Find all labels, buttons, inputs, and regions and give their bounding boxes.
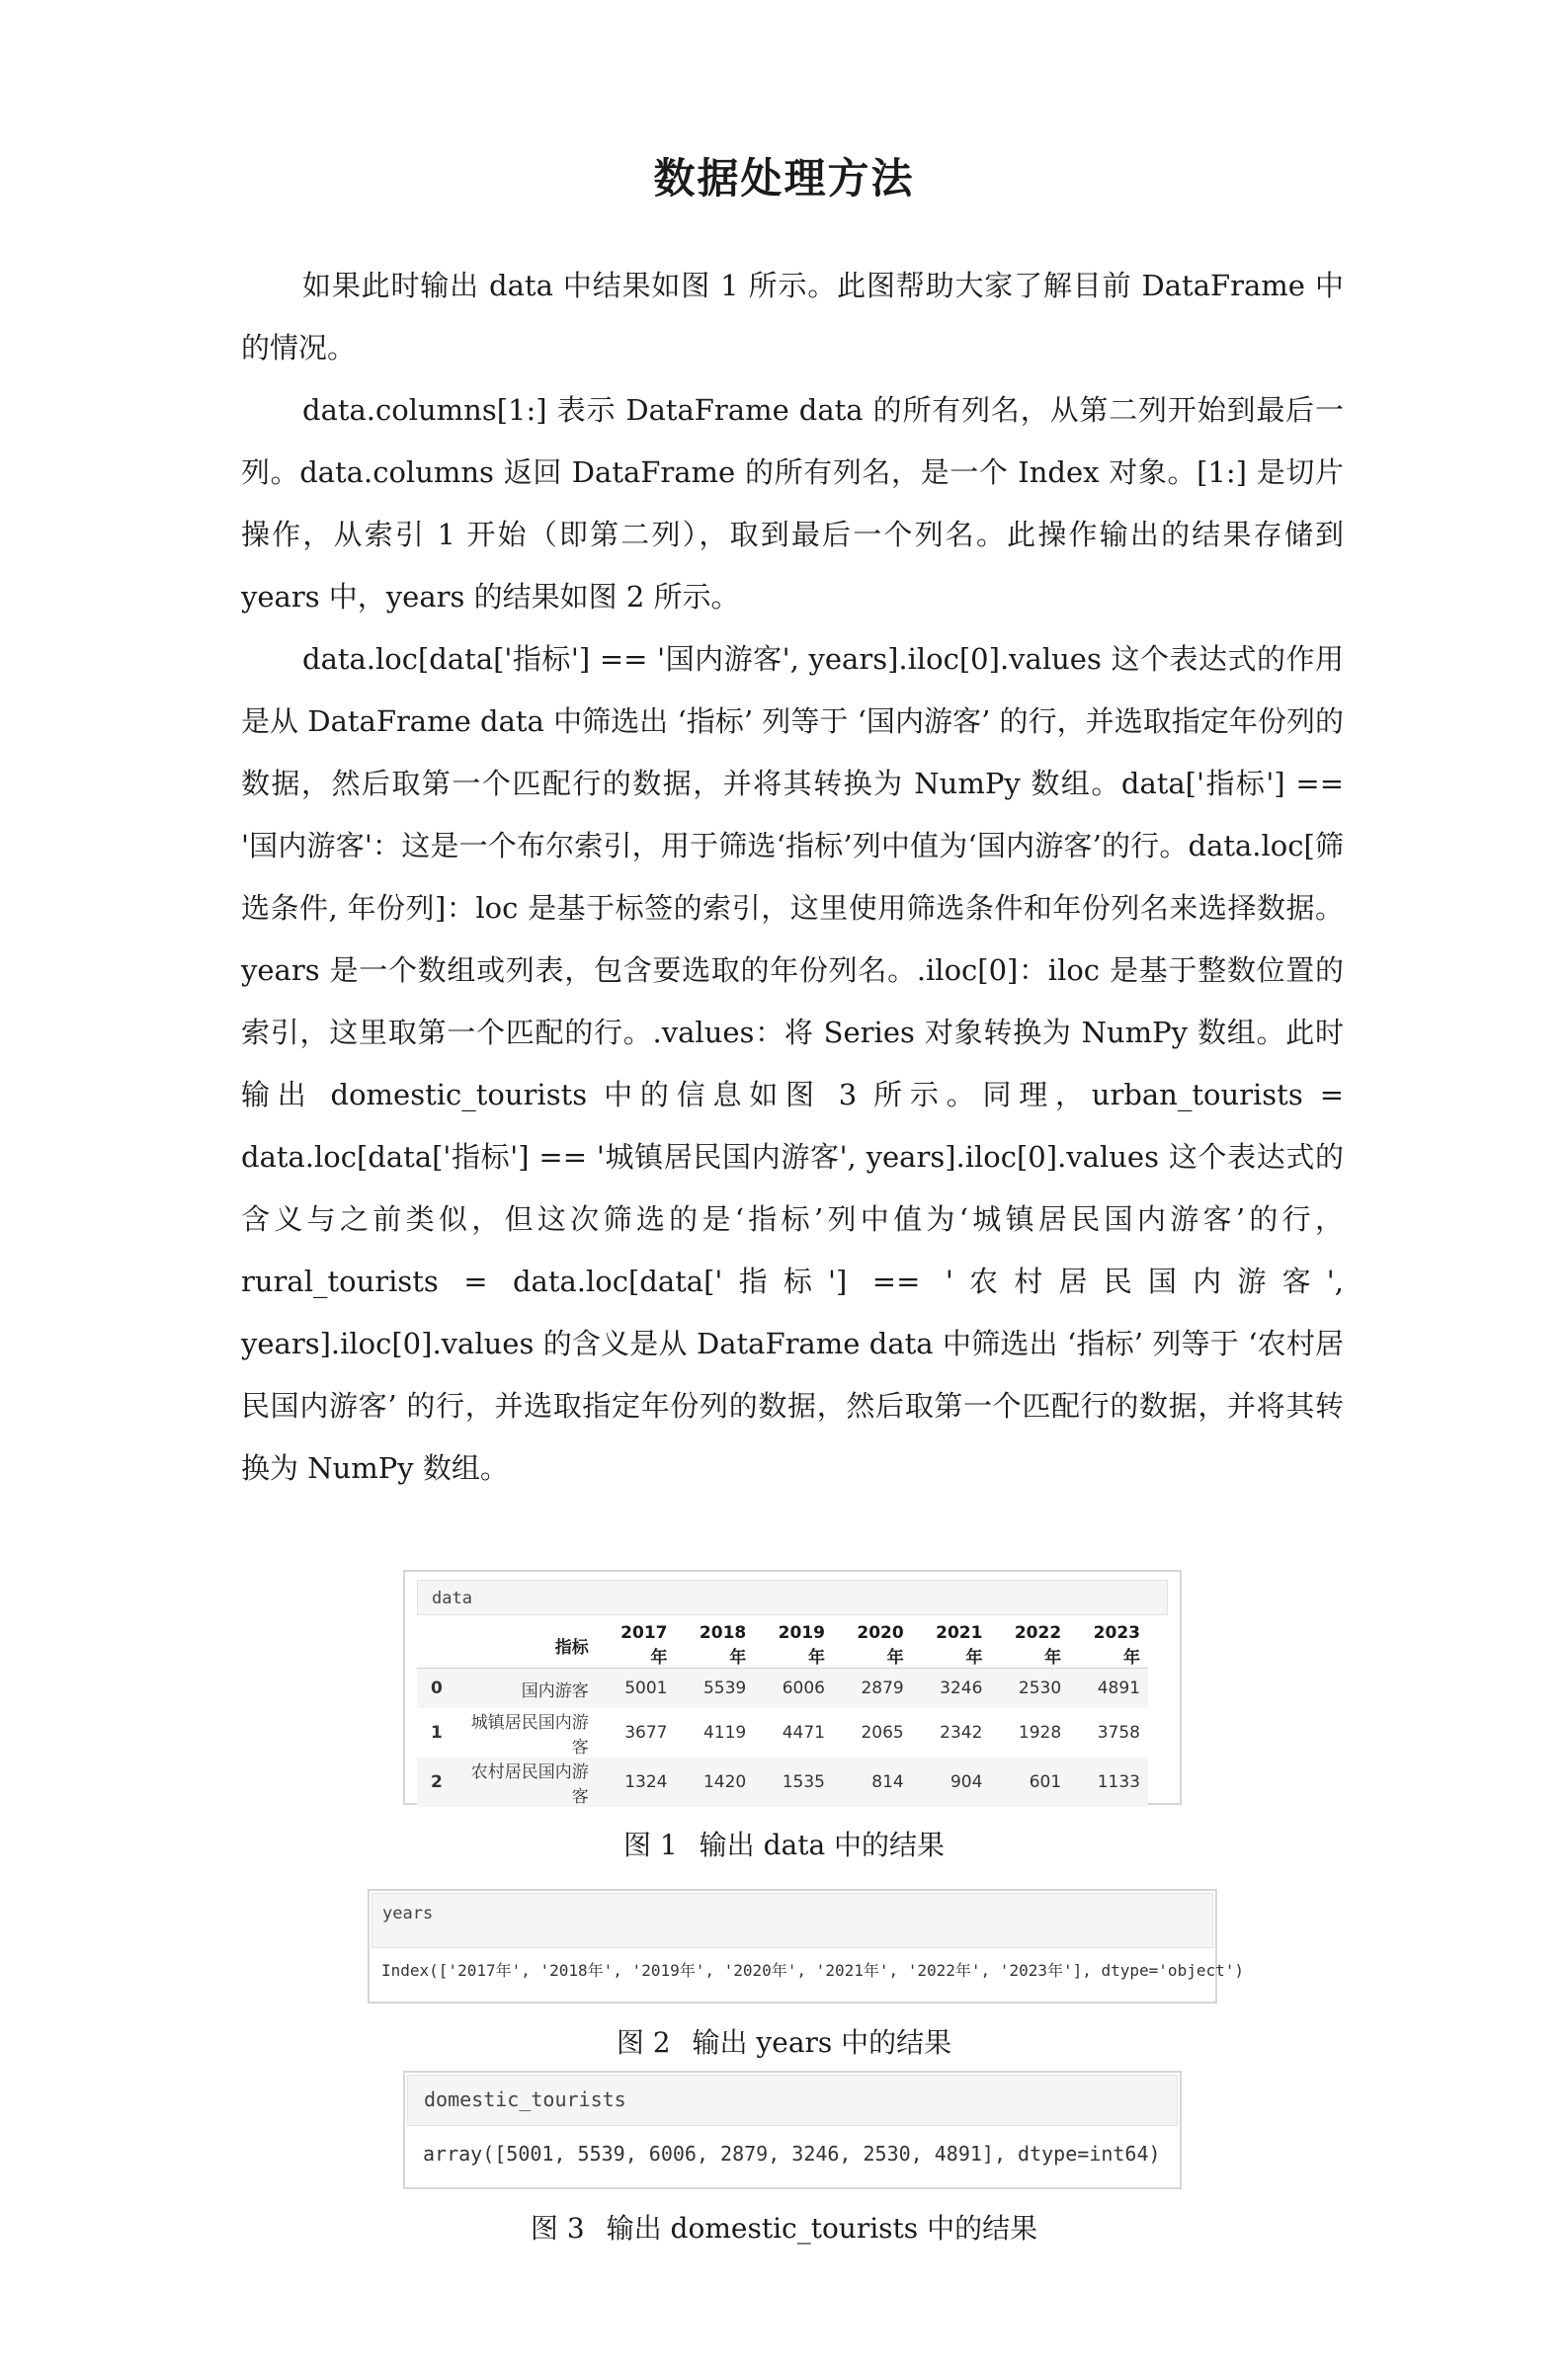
cell-output: array([5001, 5539, 6006, 2879, 3246, 2530, 4891], dtype=int64) — [423, 2142, 1161, 2166]
figure-1-data-output — [403, 1570, 1182, 1805]
figure-3-domestic-tourists-output — [403, 2071, 1182, 2189]
table-cell: 2879 — [833, 1669, 912, 1709]
page-title: 数据处理方法 — [653, 154, 915, 203]
table-cell: 2065 — [861, 1723, 904, 1743]
table-cell: 1420 — [676, 1758, 755, 1807]
cell-header: years — [371, 1893, 1213, 1948]
table-cell: 2530 — [990, 1669, 1069, 1709]
table-cell: 4891 — [1069, 1669, 1148, 1709]
cell-header: domestic_tourists — [407, 2075, 1178, 2126]
figure-2-years-output — [368, 1889, 1244, 2004]
table-cell: 农村居民国内游客 — [451, 1758, 597, 1807]
cell-header: data — [417, 1580, 1168, 1615]
column-header: 2019年 — [754, 1623, 833, 1669]
column-header: 2017年 — [597, 1623, 676, 1669]
caption-text: 输出 data 中的结果 — [699, 1829, 946, 1861]
figure-3-caption — [0, 2207, 1568, 2247]
caption-number: 图 3 — [530, 2212, 585, 2245]
table-cell: 1133 — [1069, 1758, 1148, 1807]
table-cell: 1928 — [1018, 1723, 1062, 1743]
paragraph: data.loc[data['指标'] == '国内游客', years].iloc[0].values 这个表达式的作用是从 DataFrame data 中筛选出 ‘指标’ 列等于 ‘国内游客’ 的行，并选取指定年份列的数据，然后取第一个匹配行的数据，并将其转换为 NumPy 数组。data['指标'] == '国内游客'：这是一个布尔索引，用于筛选‘指标’列中值为‘国内游客’的行。data.loc[筛选条件, 年份列]：loc 是基于标签的索引，这里使用筛选条件和年份列名来选择数据。years 是一个数组或列表，包含要选取的年份列名。.iloc[0]：iloc 是基于整数位置的索引，这里取第一个匹配的行。.values：将 Series 对象转换为 NumPy 数组。此时输出 domestic_tourists 中的信息如图 3 所示。同理，urban_tourists = data.loc[data['指标'] == '城镇居民国内游客', years].iloc[0].values 这个表达式的含义与之前类似，但这次筛选的是‘指标’列中值为‘城镇居民国内游客’的行，rural_tourists = data.loc[data['指标'] == '农村居民国内游客', years].iloc[0].values 的含义是从 DataFrame data 中筛选出 ‘指标’ 列等于 ‘农村居民国内游客’ 的行，并选取指定年份列的数据，然后取第一个匹配行的数据，并将其转换为 NumPy 数组。 — [241, 642, 1344, 1485]
figure-1-caption — [0, 1824, 1568, 1863]
table-cell: 5539 — [676, 1669, 755, 1709]
column-header: 指标 — [451, 1623, 597, 1669]
cell-output: Index(['2017年', '2018年', '2019年', '2020年', '2021年', '2022年', '2023年'], dtype='object') — [381, 1961, 1244, 1980]
paragraph: 如果此时输出 data 中结果如图 1 所示。此图帮助大家了解目前 DataFrame 中的情况。 — [241, 269, 1344, 365]
table-cell: 601 — [990, 1758, 1069, 1807]
body-text — [241, 255, 1344, 1500]
column-header: 2022年 — [990, 1623, 1069, 1669]
row-index: 0 — [417, 1669, 451, 1709]
table-cell: 6006 — [754, 1669, 833, 1709]
column-header — [417, 1623, 451, 1669]
caption-text: 输出 domestic_tourists 中的结果 — [606, 2212, 1038, 2245]
table-cell: 1535 — [754, 1758, 833, 1807]
table-cell: 2342 — [940, 1723, 983, 1743]
table-cell: 3758 — [1097, 1723, 1140, 1743]
table-cell: 4471 — [782, 1723, 825, 1743]
paragraph: data.columns[1:] 表示 DataFrame data 的所有列名，从第二列开始到最后一列。data.columns 返回 DataFrame 的所有列名，是一个 Index 对象。[1:] 是切片操作，从索引 1 开始（即第二列），取到最后一个列名。此操作输出的结果存储到 years 中，years 的结果如图 2 所示。 — [241, 393, 1344, 614]
row-index: 2 — [417, 1758, 451, 1807]
table-cell: 3677 — [624, 1723, 668, 1743]
table-cell: 814 — [833, 1758, 912, 1807]
caption-number: 图 1 — [622, 1829, 678, 1861]
caption-number: 图 2 — [616, 2026, 671, 2059]
column-header: 2018年 — [676, 1623, 755, 1669]
table-row — [417, 1669, 1148, 1709]
table-cell: 城镇居民国内游客 — [470, 1713, 589, 1758]
table-cell: 国内游客 — [451, 1669, 597, 1709]
table-cell: 3246 — [912, 1669, 991, 1709]
figure-2-caption — [0, 2021, 1568, 2061]
table-row — [417, 1758, 1148, 1807]
row-index: 1 — [431, 1723, 443, 1743]
dataframe-table — [417, 1623, 1148, 1807]
table-row — [417, 1708, 1148, 1758]
column-header: 2023年 — [1069, 1623, 1148, 1669]
column-header: 2020年 — [833, 1623, 912, 1669]
table-cell: 4119 — [702, 1723, 747, 1743]
column-header: 2021年 — [912, 1623, 991, 1669]
table-cell: 1324 — [597, 1758, 676, 1807]
caption-text: 输出 years 中的结果 — [692, 2026, 952, 2059]
table-cell: 904 — [912, 1758, 991, 1807]
table-header-row — [417, 1623, 1148, 1669]
table-cell: 5001 — [597, 1669, 676, 1709]
